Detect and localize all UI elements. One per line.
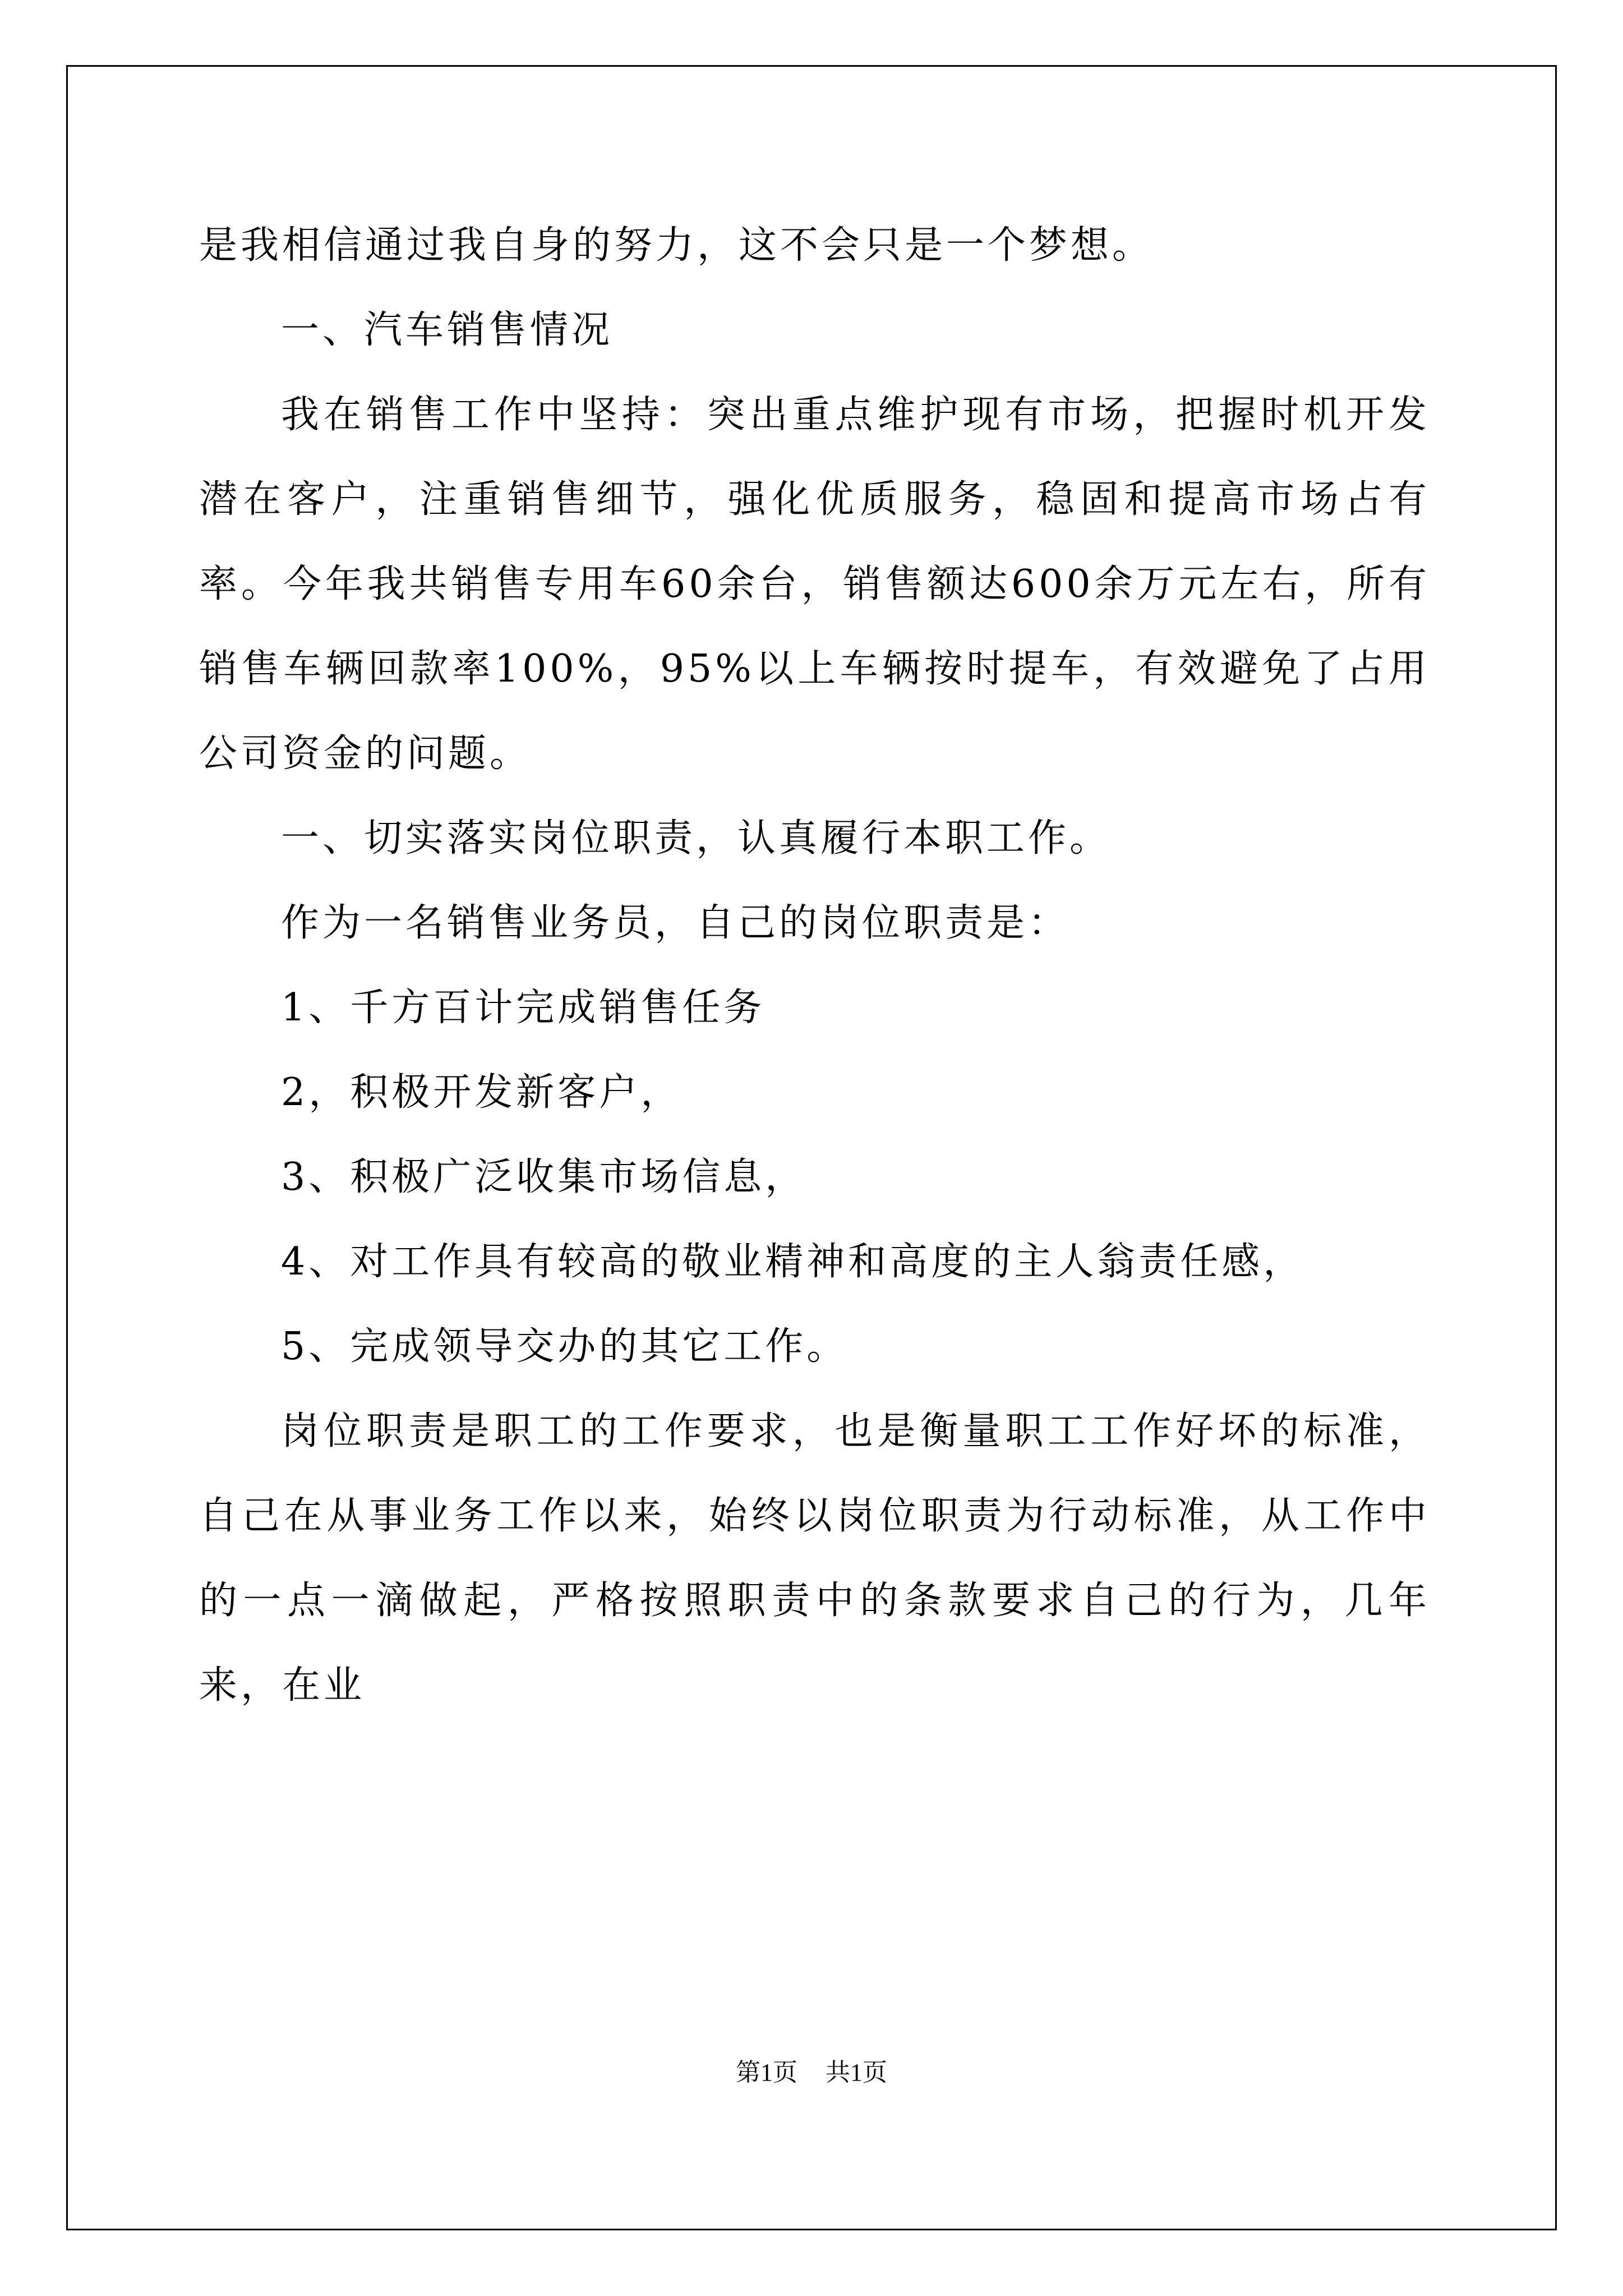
document-body	[199, 203, 1430, 1728]
paragraph-5: 作为一名销售业务员，自己的岗位职责是：	[281, 901, 1070, 945]
page-footer	[0, 2056, 1623, 2090]
page-number: 第1页	[736, 2059, 797, 2086]
list-item-2: 2，积极开发新客户，	[281, 1070, 683, 1115]
list-item-3: 3、积极广泛收集市场信息，	[281, 1155, 807, 1199]
paragraph-2-heading: 一、汽车销售情况	[281, 308, 614, 352]
page-total: 共1页	[826, 2059, 887, 2086]
paragraph-11: 岗位职责是职工的工作要求，也是衡量职工工作好坏的标准，自己在从事业务工作以来，始终以岗位职责为行动标准，从工作中的一点一滴做起，严格按照职责中的条款要求自己的行为，几年来，在业	[199, 1409, 1430, 1708]
list-item-5: 5、完成领导交办的其它工作。	[281, 1324, 849, 1369]
paragraph-4-heading: 一、切实落实岗位职责，认真履行本职工作。	[281, 816, 1112, 861]
paragraph-1: 是我相信通过我自身的努力，这不会只是一个梦想。	[199, 223, 1154, 268]
list-item-4: 4、对工作具有较高的敬业精神和高度的主人翁责任感，	[281, 1240, 1305, 1284]
paragraph-3: 我在销售工作中坚持：突出重点维护现有市场，把握时机开发潜在客户，注重销售细节，强化优质服务，稳固和提高市场占有率。今年我共销售专用车60余台，销售额达600余万元左右，所有销售车辆回款率100%，95%以上车辆按时提车，有效避免了占用公司资金的问题。	[199, 393, 1430, 776]
list-item-1: 1、千方百计完成销售任务	[281, 986, 766, 1030]
